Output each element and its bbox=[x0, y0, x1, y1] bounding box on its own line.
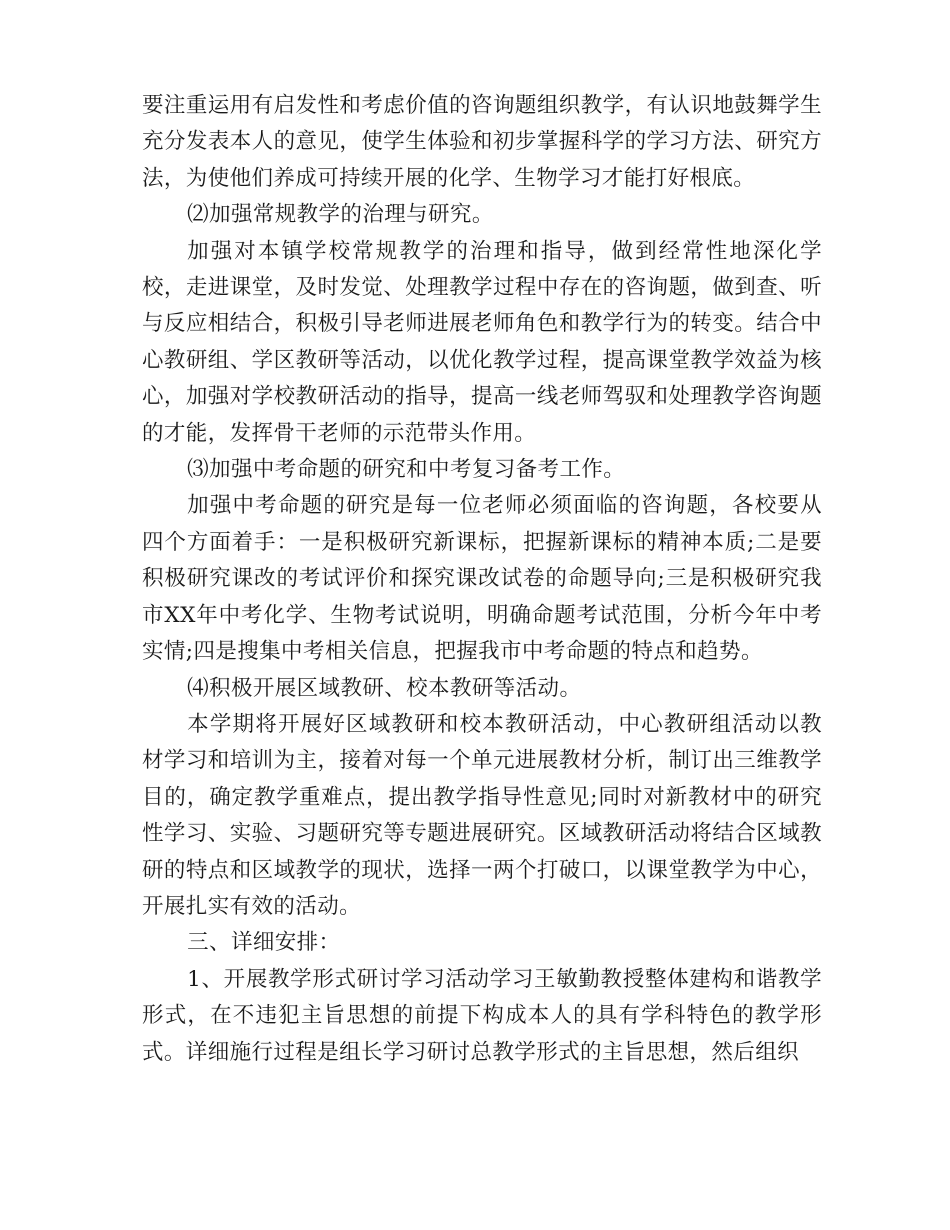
paragraph: 1、开展教学形式研讨学习活动学习王敏勤教授整体建构和谐教学形式，在不违犯主旨思想的前提下构成本人的具有学科特色的教学形式。详细施行过程是组长学习研讨总教学形式的主旨思想，然后组织 bbox=[142, 966, 822, 1065]
section-heading: 三、详细安排： bbox=[187, 930, 341, 956]
paragraph: 加强中考命题的研究是每一位老师必须面临的咨询题，各校要从四个方面着手：一是积极研究新课标，把握新课标的精神本质;二是要积极研究课改的考试评价和探究课改试卷的命题导向;三是积极研究我市XX年中考化学、生物考试说明，明确命题考试范围，分析今年中考实情;四是搜集中考相关信息，把握我市中考命题的特点和趋势。 bbox=[142, 493, 822, 665]
document-body bbox=[142, 88, 822, 1071]
section-heading: ⑵加强常规教学的治理与研究。 bbox=[187, 202, 494, 228]
section-heading: ⑶加强中考命题的研究和中考复习备考工作。 bbox=[187, 457, 626, 483]
section-heading: ⑷积极开展区域教研、校本教研等活动。 bbox=[187, 675, 582, 701]
paragraph: 本学期将开展好区域教研和校本教研活动，中心教研组活动以教材学习和培训为主，接着对每一个单元进展教材分析，制订出三维教学目的，确定教学重难点，提出教学指导性意见;同时对新教材中的研究性学习、实验、习题研究等专题进展研究。区域教研活动将结合区域教研的特点和区域教学的现状，选择一两个打破口，以课堂教学为中心，开展扎实有效的活动。 bbox=[142, 711, 822, 919]
paragraph: 要注重运用有启发性和考虑价值的咨询题组织教学，有认识地鼓舞学生充分发表本人的意见，使学生体验和初步掌握科学的学习方法、研究方法，为使他们养成可持续开展的化学、生物学习才能打好根底。 bbox=[142, 93, 822, 191]
paragraph: 加强对本镇学校常规教学的治理和指导，做到经常性地深化学校，走进课堂，及时发觉、处理教学过程中存在的咨询题，做到查、听与反应相结合，积极引导老师进展老师角色和教学行为的转变。结合中心教研组、学区教研等活动，以优化教学过程，提高课堂教学效益为核心，加强对学校教研活动的指导，提高一线老师驾驭和处理教学咨询题的才能，发挥骨干老师的示范带头作用。 bbox=[142, 238, 822, 446]
